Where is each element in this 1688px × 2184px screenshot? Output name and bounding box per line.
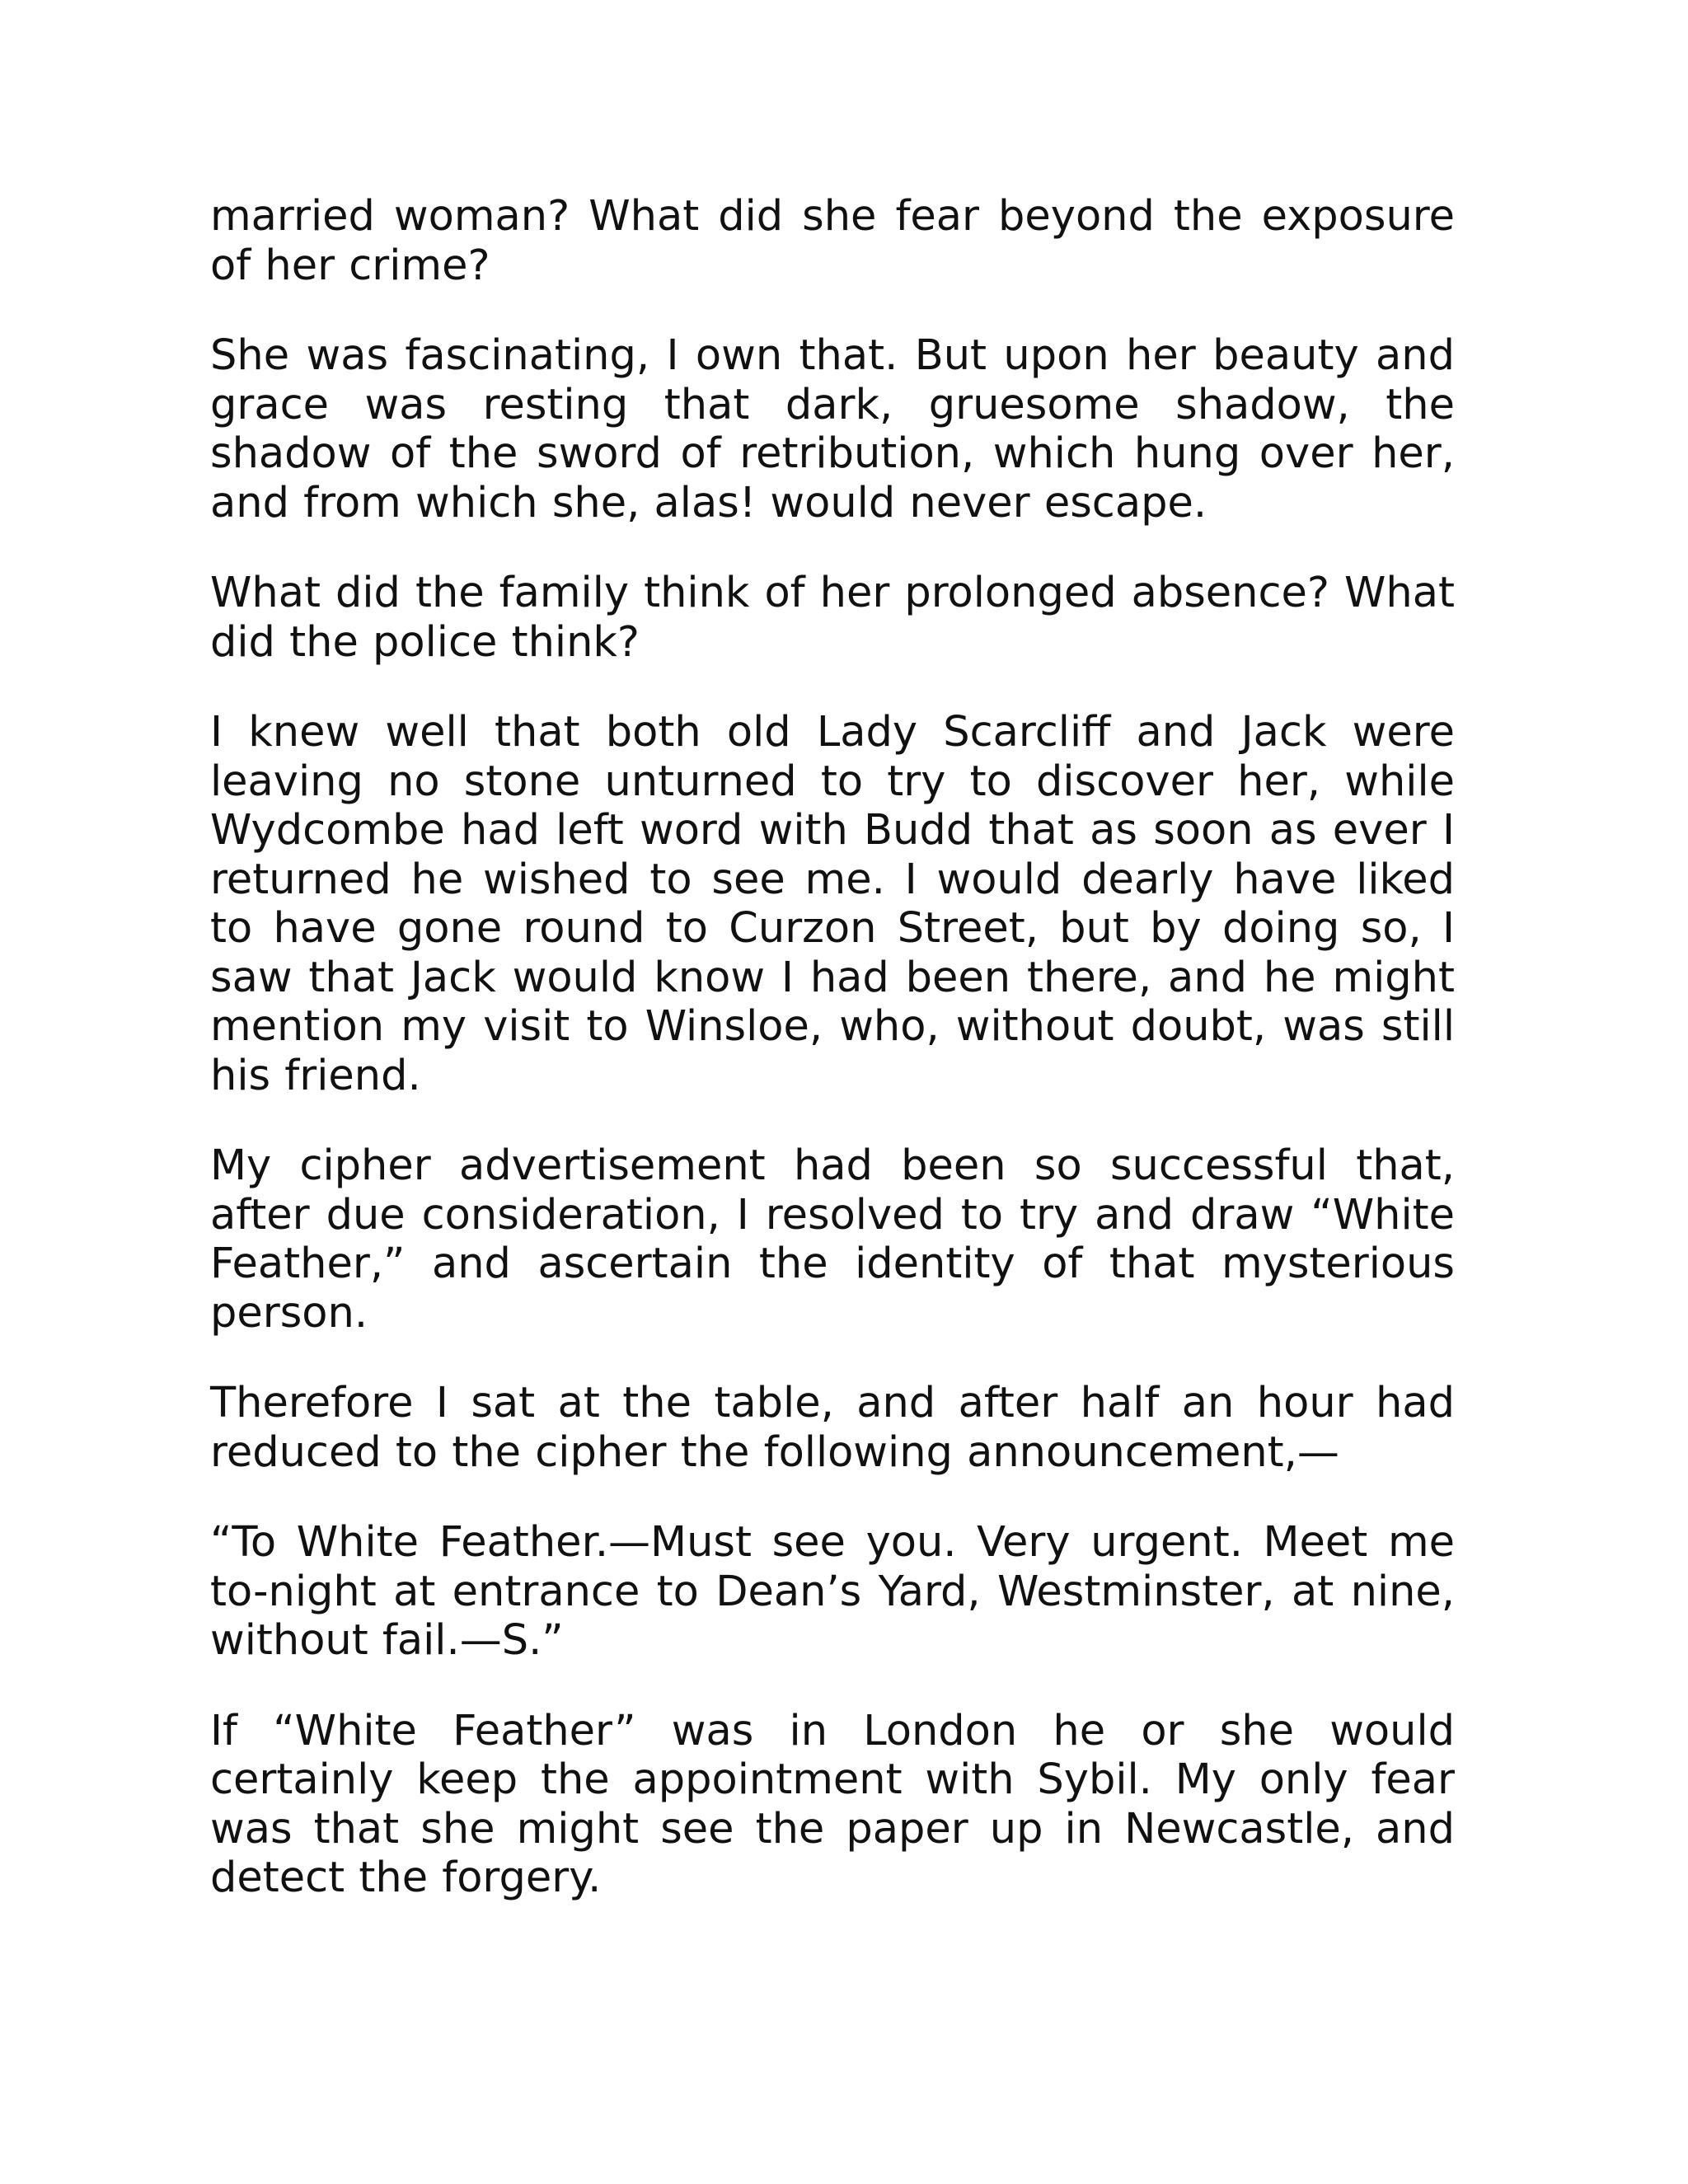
paragraph-4: I knew well that both old Lady Scarcliff and Jack were leaving no stone unturned to try to discover her, while Wydcombe had left word with Budd that as soon as ever I returned he wished to see me. I would dearly have liked to have gone round to Curzon Street, but by doing so, I saw that Jack would know I had been there, and he might mention my visit to Winsloe, who, without doubt, was still his friend. xyxy=(210,708,1455,1100)
paragraph-3: What did the family think of her prolonged absence? What did the police think? xyxy=(210,569,1455,667)
paragraph-2: She was fascinating, I own that. But upon her beauty and grace was resting that dark, gruesome shadow, the shadow of the sword of retribution, which hung over her, and from which she, alas! would never escape. xyxy=(210,331,1455,527)
paragraph-8: If “White Feather” was in London he or she would certainly keep the appointment with Sybil. My only fear was that she might see the paper up in Newcastle, and detect the forgery. xyxy=(210,1706,1455,1902)
paragraph-1: married woman? What did she fear beyond the exposure of her crime? xyxy=(210,192,1455,290)
page-text-body xyxy=(210,192,1455,1944)
paragraph-5: My cipher advertisement had been so successful that, after due consideration, I resolved to try and draw “White Feather,” and ascertain the identity of that mysterious person. xyxy=(210,1141,1455,1338)
paragraph-6: Therefore I sat at the table, and after half an hour had reduced to the cipher the following announcement,— xyxy=(210,1379,1455,1477)
paragraph-7: “To White Feather.—Must see you. Very urgent. Meet me to-night at entrance to Dean’s Yard, Westminster, at nine, without fail.—S.” xyxy=(210,1518,1455,1665)
